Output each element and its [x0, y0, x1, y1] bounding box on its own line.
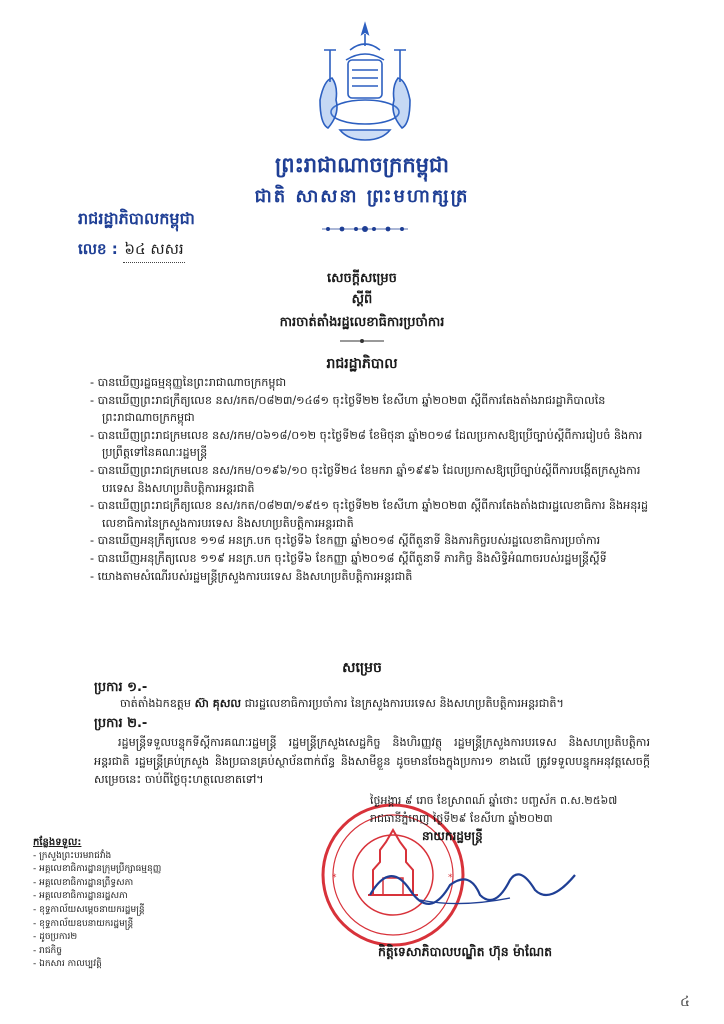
handwritten-signature — [360, 850, 590, 920]
government-name: រាជរដ្ឋាភិបាលកម្ពុជា — [78, 209, 195, 228]
prime-minister-name: កិត្តិទេសាភិបាលបណ្ឌិត ហ៊ុន ម៉ាណែត — [378, 944, 553, 959]
consideration-item: - បានឃើញព្រះរាជក្រឹត្យលេខ នស/រកត/០៨២៣/១៩៥១ ចុះថ្ងៃទី២២ ខែសីហា ឆ្នាំ២០២៣ ស្តីពីការតែងតាំងជារដ្ឋលេខាធិការ និងអនុរដ្ឋលេខាធិការនៃក្រសួងការបរទេស និងសហប្រតិបត្តិការអន្តរជាតិ — [90, 499, 648, 530]
kingdom-title: ព្រះរាជាណាចក្រកម្ពុជា — [274, 153, 449, 177]
appointee-name: ស៊ា គុសល — [194, 697, 242, 710]
solar-date: រាជធានីភ្នំពេញ ថ្ងៃទី២៩ ខែសីហា ឆ្នាំ២០២៣ — [370, 812, 553, 825]
consideration-item: - បានឃើញព្រះរាជក្រមលេខ នស/រកម/០១៩៦/១០ ចុះថ្ងៃទី២៤ ខែមករា ឆ្នាំ១៩៩៦ ដែលប្រកាសឱ្យប្រើច្បាប់ស្តីពីការបង្កើតក្រសួងការបរទេស និងសហប្រតិបត្តិការអន្តរជាតិ — [90, 463, 641, 495]
svg-text:*: * — [332, 873, 337, 883]
consideration-item: - បានឃើញអនុក្រឹត្យលេខ ១១៩ អនក្រ.បក ចុះថ្ងៃទី៦ ខែកញ្ញា ឆ្នាំ២០១៨ ស្តីពីតួនាទី ភារកិច្ច និងសិទ្ធិអំណាចរបស់រដ្ឋមន្ត្រីស្តីទី — [90, 551, 607, 565]
article-1-text — [120, 697, 564, 713]
recipients-list — [33, 836, 161, 972]
recipient-item: - រាជកិច្ច — [33, 945, 62, 956]
recipients-heading: កន្លែងទទួល: — [33, 837, 82, 848]
recipient-item: - ខុទ្ទកាល័យសម្តេចនាយករដ្ឋមន្ត្រី — [33, 904, 145, 915]
article-1-label: ប្រការ ១.- — [94, 680, 148, 695]
national-motto: ជាតិ សាសនា ព្រះមហាក្សត្រ — [254, 186, 470, 207]
recipient-item: - អគ្គលេខាធិការដ្ឋានរដ្ឋសភា — [33, 891, 128, 902]
article-1-pre: ចាត់តាំងឯកឧត្តម — [120, 697, 195, 710]
decides-heading: សម្រេច — [342, 660, 382, 676]
recipient-item: - ខុទ្ទកាល័យឧបនាយករដ្ឋមន្ត្រី — [33, 918, 134, 929]
page-number: ៤ — [680, 994, 690, 1010]
recipient-item: - អគ្គលេខាធិការដ្ឋានក្រុមប្រឹក្សាធម្មនុញ្ញ — [33, 864, 162, 875]
consideration-item: - បានឃើញព្រះរាជក្រមលេខ នស/រកម/០៦១៨/០១២ ចុះថ្ងៃទី២៨ ខែមិថុនា ឆ្នាំ២០១៨ ដែលប្រកាសឱ្យប្រើច្បាប់ស្តីពីការរៀបចំ និងការប្រព្រឹត្តទៅនៃគណៈរដ្ឋមន្ត្រី — [90, 428, 643, 460]
lunar-date: ថ្ងៃអង្គារ ៩ រោច ខែស្រាពណ៍ ឆ្នាំថោះ បញ្ចស័ក ព.ស.២៥៦៧ — [370, 794, 618, 807]
doc-title-subject: ការចាត់តាំងរដ្ឋលេខាធិការប្រចាំការ — [279, 315, 445, 330]
article-2-label: ប្រការ ២.- — [94, 716, 148, 731]
signer-title: នាយករដ្ឋមន្ត្រី — [422, 829, 483, 843]
royal-coat-of-arms-emblem — [310, 20, 420, 145]
ornament-divider — [320, 222, 410, 236]
consideration-item: - បានឃើញអនុក្រឹត្យលេខ ១១៨ អនក្រ.បក ចុះថ្ងៃទី៦ ខែកញ្ញា ឆ្នាំ២០១៨ ស្តីពីតួនាទី និងភារកិច្ចរបស់រដ្ឋលេខាធិការប្រចាំការ — [90, 534, 601, 548]
consideration-item: - បានឃើញរដ្ឋធម្មនុញ្ញនៃព្រះរាជាណាចក្រកម្ពុជា — [90, 376, 287, 389]
recipient-item: - ឯកសារ កាលប្បវត្តិ — [33, 959, 102, 970]
title-separator — [340, 338, 384, 344]
reference-number — [78, 240, 185, 263]
ref-number-value: ៦៤ សសរ — [123, 240, 185, 263]
issuer-heading: រាជរដ្ឋាភិបាល — [326, 356, 398, 372]
svg-text:*: * — [448, 873, 453, 883]
article-2-text: រដ្ឋមន្ត្រីទទួលបន្ទុកទីស្តីការគណៈរដ្ឋមន្ត្រី រដ្ឋមន្ត្រីក្រសួងសេដ្ឋកិច្ច និងហិរញ្ញវត្ថុ រដ្ឋមន្ត្រីក្រសួងការបរទេស និងសហប្រតិបត្តិការអន្តរជាតិ រដ្ឋមន្ត្រីគ្រប់ក្រសួង និងប្រធានគ្រប់ស្ថាប័នពាក់ព័ន្ធ និងសាមីខ្លួន ដូចមានចែងក្នុងប្រការ១ ខាងលើ ត្រូវទទួលបន្ទុកអនុវត្តសេចក្តីសម្រេចនេះ ចាប់ពីថ្ងៃចុះហត្ថលេខាតទៅ។ — [94, 736, 650, 786]
doc-title-regarding: ស្តីពី — [351, 292, 373, 307]
doc-title-decision: សេចក្តីសម្រេច — [327, 271, 397, 286]
consideration-item: - បានឃើញព្រះរាជក្រឹត្យលេខ នស/រកត/០៨២៣/១៤៨១ ចុះថ្ងៃទី២២ ខែសីហា ឆ្នាំ២០២៣ ស្តីពីការតែងតាំងរាជរដ្ឋាភិបាលនៃព្រះរាជាណាចក្រកម្ពុជា — [90, 393, 606, 425]
considerations-list — [90, 374, 650, 585]
consideration-item: - យោងតាមសំណើរបស់រដ្ឋមន្ត្រីក្រសួងការបរទេស និងសហប្រតិបត្តិការអន្តរជាតិ — [90, 569, 413, 583]
recipient-item: - ដូចប្រការ២ — [33, 932, 78, 943]
date-block — [370, 792, 617, 828]
recipient-item: - អគ្គលេខាធិការដ្ឋានព្រឹទ្ធសភា — [33, 877, 134, 888]
article-1-post: ជារដ្ឋលេខាធិការប្រចាំការ នៃក្រសួងការបរទេស និងសហប្រតិបត្តិការអន្តរជាតិ។ — [241, 697, 564, 710]
recipient-item: - ក្រសួងព្រះបរមរាជវាំង — [33, 850, 112, 861]
ref-label: លេខ : — [78, 240, 118, 258]
